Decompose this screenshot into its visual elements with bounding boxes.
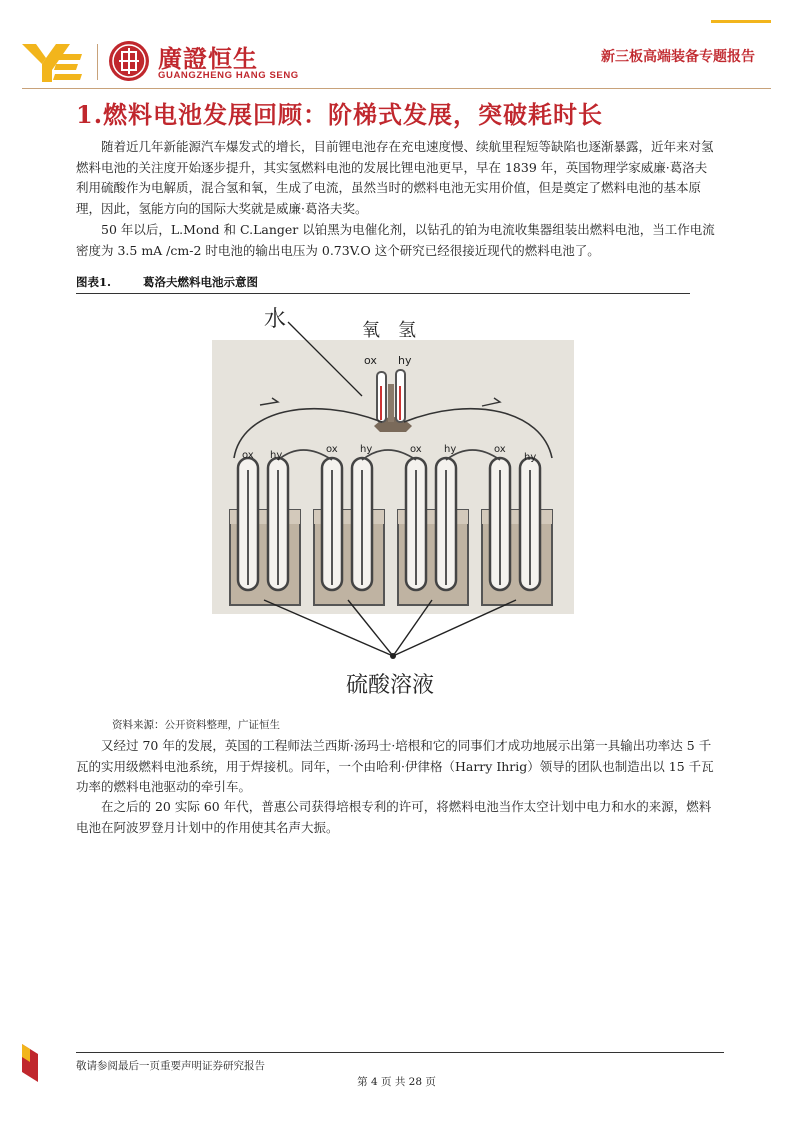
label-hy-4: hy	[524, 452, 537, 463]
brand-name-en: GUANGZHENG HANG SENG	[158, 70, 299, 81]
label-hy-3: hy	[444, 444, 457, 455]
figure-source: 资料来源：公开资料整理，广证恒生	[112, 719, 280, 731]
label-water: 水	[264, 307, 287, 332]
label-ox-3: ox	[410, 444, 422, 455]
figure-label	[76, 271, 690, 294]
label-ox-4: ox	[494, 444, 506, 455]
paragraph-4: 在之后的 20 实际 60 年代，普惠公司获得培根专利的许可，将燃料电池当作太空计划中电力和水的来源，燃料电池在阿波罗登月计划中的作用使其名声大振。	[76, 799, 712, 835]
page-number: 第 4 页 共 28 页	[357, 1076, 436, 1088]
label-ox-top: ox	[364, 354, 377, 367]
paragraph-1: 随着近几年新能源汽车爆发式的增长，目前锂电池存在充电速度慢、续航里程短等缺陷也逐渐暴露，近年来对氢燃料电池的关注度开始逐步提升，其实氢燃料电池的发展比锂电池更早，早在 1839 年，英国物理学家威廉·葛洛夫利用硫酸作为电解质，混合氢和氧，生成了电流，虽然当时的燃料电池无实用价值，但是奠定了燃料电池的基本原理，因此，氢能方向的国际大奖就是威廉·葛洛夫奖。	[76, 139, 714, 216]
label-hy-top: hy	[398, 354, 412, 367]
footer-disclaimer: 敬请参阅最后一页重要声明证券研究报告	[76, 1060, 265, 1072]
report-title: 新三板高端装备专题报告	[601, 49, 755, 65]
guangzheng-seal-icon	[108, 40, 150, 82]
label-acid: 硫酸溶液	[346, 673, 435, 698]
label-hy-2: hy	[360, 444, 373, 455]
figure-number: 图表1.	[76, 275, 112, 289]
paragraph-2: 50 年以后，L.Mond 和 C.Langer 以铂黑为电催化剂，以钻孔的铂为电流收集器组装出燃料电池，当工作电流密度为 3.5 mA /cm-2 时电池的输出电压为 0.73V.O 这个研究已经很接近现代的燃料电池了。	[76, 222, 715, 258]
ye-logo-icon	[22, 40, 84, 84]
brand-name-cn: 廣證恒生	[158, 45, 258, 73]
label-hy-1: hy	[270, 450, 283, 461]
top-accent-bar	[711, 20, 771, 23]
footer-divider	[76, 1052, 724, 1053]
label-ox-2: ox	[326, 444, 338, 455]
label-oxygen: 氧	[362, 320, 380, 341]
label-ox-1: ox	[242, 450, 254, 461]
section-title: 1.燃料电池发展回顾：阶梯式发展，突破耗时长	[76, 100, 604, 129]
header-divider	[22, 88, 771, 89]
paragraph-3: 又经过 70 年的发展，英国的工程师法兰西斯·汤玛士·培根和它的同事们才成功地展示出第一具输出功率达 5 千瓦的实用级燃料电池系统，用于焊接机。同年，一个由哈利·伊律格（Harry Ihrig）领导的团队也制造出以 15 千瓦功率的燃料电池驱动的牵引车。	[76, 738, 714, 794]
grove-fuel-cell-diagram	[212, 300, 574, 714]
label-hydrogen: 氢	[398, 320, 416, 341]
logo-separator	[97, 44, 98, 80]
figure-caption: 葛洛夫燃料电池示意图	[143, 275, 259, 289]
